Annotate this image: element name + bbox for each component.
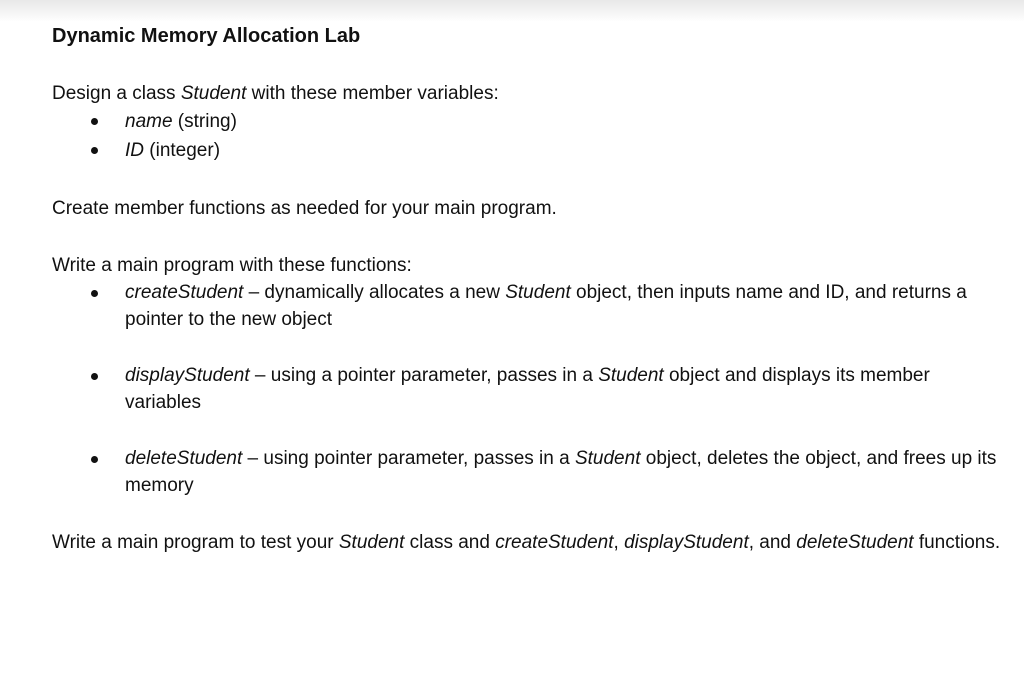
- final-function-delete: deleteStudent: [796, 532, 914, 553]
- final-separator-2: , and: [748, 532, 797, 553]
- final-paragraph: [52, 529, 1002, 556]
- final-class-name: Student: [338, 532, 405, 553]
- functions-list: [52, 279, 1002, 499]
- final-text-2: class and: [404, 532, 496, 553]
- member-functions-paragraph: Create member functions as needed for your main program.: [52, 198, 557, 219]
- bullet-icon: [91, 373, 98, 380]
- function-desc-part2: object, deletes the object, and frees up its memory: [125, 448, 997, 496]
- function-item-display-student: [52, 362, 1002, 416]
- bullet-icon: [91, 118, 98, 125]
- member-variable-name: ID: [125, 140, 144, 161]
- function-desc-part2: object and displays its member variables: [125, 365, 930, 413]
- function-desc-part1: – dynamically allocates a new: [243, 282, 506, 303]
- bullet-icon: [91, 456, 98, 463]
- function-desc-part1: – using pointer parameter, passes in a: [242, 448, 575, 469]
- function-desc-part2: object, then inputs name and ID, and returns a pointer to the new object: [125, 282, 967, 330]
- final-text-1: Write a main program to test your: [52, 532, 339, 553]
- bullet-icon: [91, 147, 98, 154]
- function-item-create-student: [52, 279, 1002, 333]
- main-program-intro: Write a main program with these functions:: [52, 255, 412, 276]
- intro-class-name: Student: [180, 83, 247, 104]
- final-function-create: createStudent: [495, 532, 614, 553]
- function-name: displayStudent: [125, 365, 250, 386]
- bullet-icon: [91, 290, 98, 297]
- function-desc-part1: – using a pointer parameter, passes in a: [249, 365, 599, 386]
- member-variable-item: [52, 107, 1002, 136]
- function-name: createStudent: [125, 282, 244, 303]
- member-variable-name: name: [125, 111, 173, 132]
- document-body: [52, 22, 1002, 556]
- function-class-name: Student: [505, 282, 571, 303]
- member-variables-list: [52, 107, 1002, 165]
- final-separator-1: ,: [613, 532, 625, 553]
- member-variable-type: (integer): [144, 140, 221, 161]
- member-variable-type: (string): [172, 111, 237, 132]
- intro-paragraph: [52, 80, 1002, 107]
- function-class-name: Student: [574, 448, 641, 469]
- function-name: deleteStudent: [125, 448, 243, 469]
- document-title: Dynamic Memory Allocation Lab: [52, 25, 361, 47]
- final-function-display: displayStudent: [624, 532, 749, 553]
- page-top-shadow: [0, 0, 1024, 22]
- function-class-name: Student: [598, 365, 664, 386]
- member-variable-item: [52, 136, 1002, 165]
- function-item-delete-student: [52, 445, 1002, 499]
- intro-text-after: with these member variables:: [246, 83, 499, 104]
- final-text-3: functions.: [913, 532, 1001, 553]
- intro-text-before: Design a class: [52, 83, 181, 104]
